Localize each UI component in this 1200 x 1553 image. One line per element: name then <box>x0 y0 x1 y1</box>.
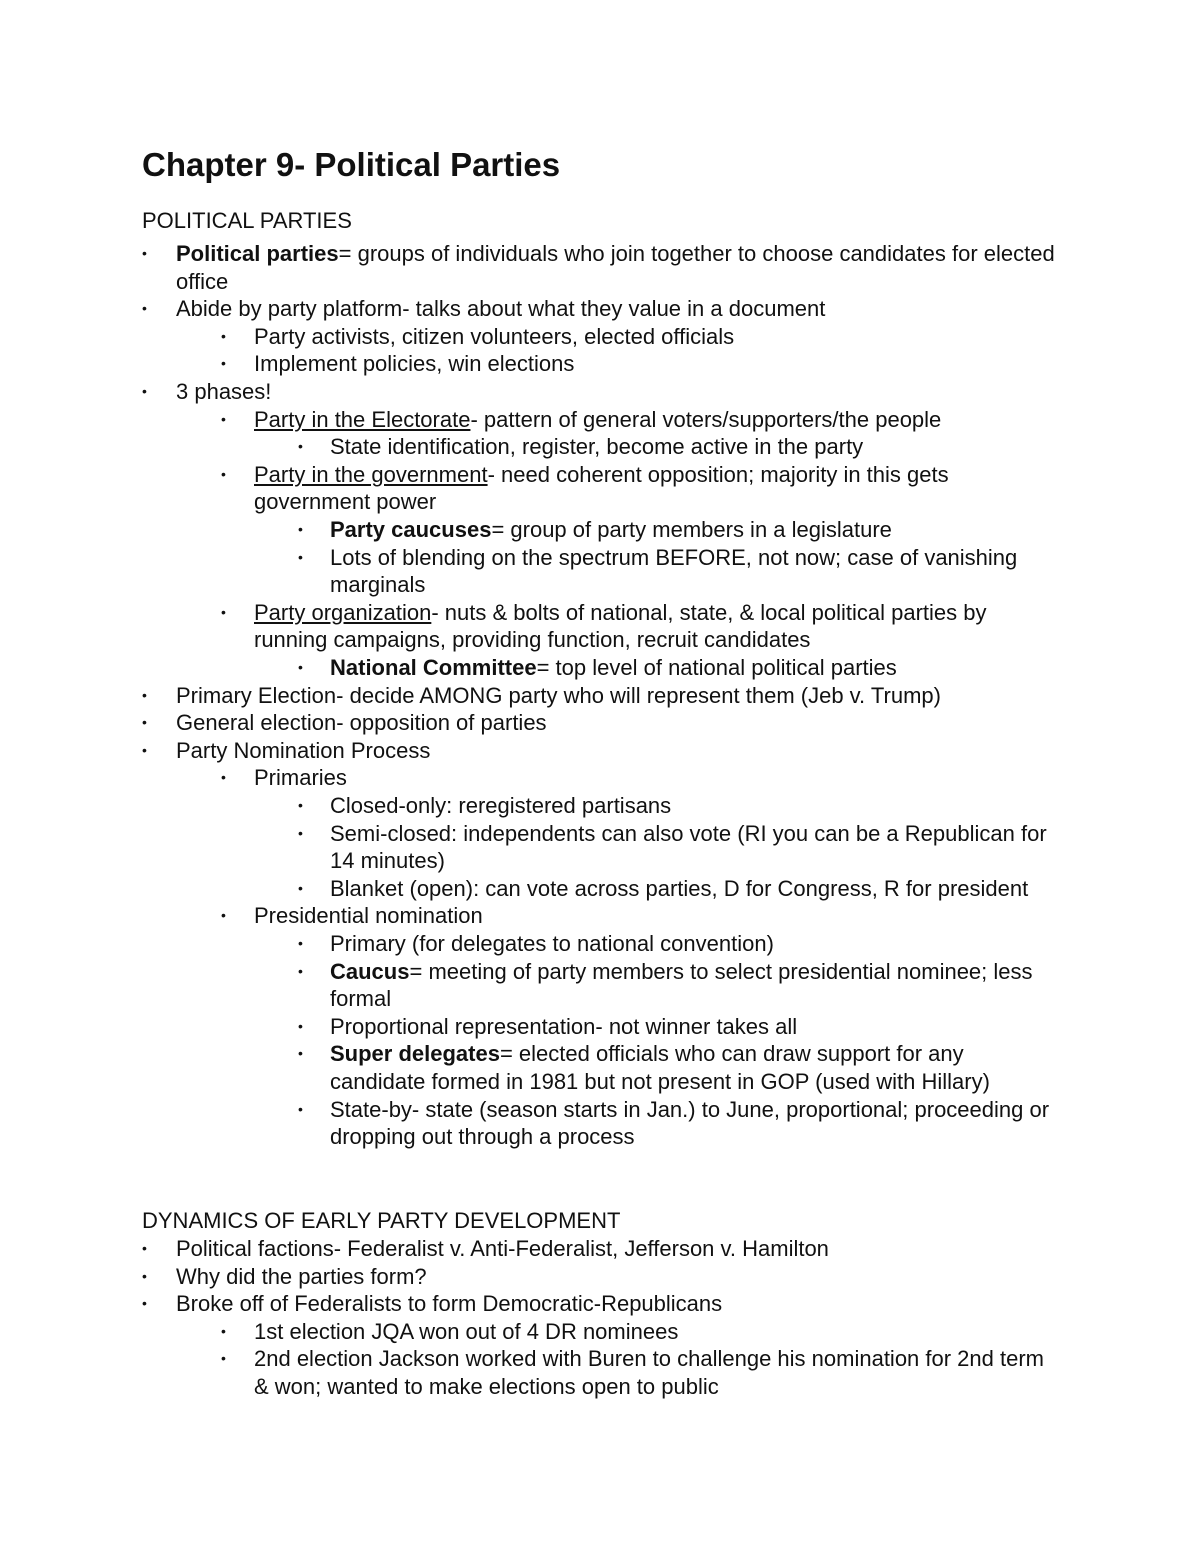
underlined-term: Party in the government <box>254 461 488 487</box>
bullet-icon: • <box>298 438 303 455</box>
list-item-text <box>254 902 1062 930</box>
list-item-text <box>254 599 1062 654</box>
list-item <box>142 682 1062 710</box>
bullet-icon: • <box>298 935 303 951</box>
list-item <box>298 1013 1062 1041</box>
list-item <box>221 1345 1062 1400</box>
text-run: Lots of blending on the spectrum BEFORE, not now; case of vanishing marginals <box>330 544 1018 598</box>
text-run: 3 phases! <box>176 379 272 404</box>
bullet-icon: • <box>142 1240 147 1256</box>
list-item <box>221 764 1062 792</box>
list-item-text <box>176 1290 1062 1318</box>
list-item-text <box>330 792 1062 820</box>
text-run: = top level of national political parties <box>536 655 897 680</box>
list-item <box>298 654 1062 682</box>
bullet-icon: • <box>221 1322 226 1339</box>
list-item-text <box>254 461 1062 516</box>
list-item-text <box>254 764 1062 792</box>
text-run: = elected officials who can draw support for any candidate formed in 1981 but not present in GOP (used with Hillary) <box>330 1041 990 1094</box>
list-item <box>221 350 1062 378</box>
text-run: Primary (for delegates to national convention) <box>330 931 774 956</box>
text-run: Blanket (open): can vote across parties, D for Congress, R for president <box>330 875 1029 901</box>
bullet-icon: • <box>142 383 147 399</box>
list-item <box>142 240 1062 295</box>
bullet-icon: • <box>142 1267 147 1284</box>
list-item <box>298 1040 1062 1095</box>
list-item <box>221 406 1062 434</box>
list-item-text <box>176 1263 1062 1291</box>
text-run: = group of party members in a legislature <box>491 517 892 542</box>
list-item-text <box>176 737 1062 765</box>
bullet-icon: • <box>221 769 226 786</box>
text-run: 2nd election Jackson worked with Buren to challenge his nomination for 2nd term & won; wanted to make elections open to public <box>254 1346 1045 1399</box>
bullet-icon: • <box>298 879 303 896</box>
list-item <box>142 737 1062 765</box>
text-run: Closed-only: reregistered partisans <box>330 793 672 818</box>
list-item <box>298 930 1062 958</box>
bullet-icon: • <box>298 797 303 813</box>
list-item <box>298 875 1062 903</box>
text-run: 1st election JQA won out of 4 DR nominees <box>254 1318 679 1344</box>
list-item-text <box>330 820 1062 875</box>
list-item-text <box>330 958 1062 1013</box>
text-run: Primary Election- decide AMONG party who will represent them (Jeb v. Trump) <box>176 682 941 708</box>
bullet-icon: • <box>142 300 147 317</box>
list-item <box>221 461 1062 516</box>
text-run: Semi-closed: independents can also vote (RI you can be a Republican for 14 minutes) <box>330 820 1047 874</box>
bullet-icon: • <box>142 714 147 731</box>
list-item <box>298 516 1062 544</box>
underlined-term: Party organization <box>254 599 432 625</box>
bullet-icon: • <box>298 1045 303 1062</box>
list-item <box>298 792 1062 820</box>
list-item <box>298 1096 1062 1151</box>
list-item-text <box>254 1345 1062 1400</box>
text-run: Primaries <box>254 765 347 791</box>
bold-term: Party caucuses <box>330 517 492 542</box>
bullet-icon: • <box>142 741 147 758</box>
page-title: Chapter 9- Political Parties <box>142 146 561 183</box>
list-item <box>221 1318 1062 1346</box>
bold-term: Super delegates <box>330 1041 500 1067</box>
text-run: Presidential nomination <box>254 903 483 929</box>
list-item <box>298 433 1062 461</box>
list-item <box>221 599 1062 654</box>
list-item <box>221 323 1062 351</box>
bullet-icon: • <box>221 1350 226 1367</box>
bullet-icon: • <box>142 686 147 703</box>
text-run: = groups of individuals who join together to choose candidates for elected office <box>176 241 1055 294</box>
list-item-text <box>254 1318 1062 1346</box>
list-item <box>221 902 1062 930</box>
bullet-icon: • <box>298 962 303 979</box>
bullet-icon: • <box>298 1100 303 1117</box>
list-item-text <box>330 930 1062 958</box>
bullet-icon: • <box>221 327 226 344</box>
list-item-text <box>330 433 1062 461</box>
bullet-icon: • <box>142 1295 147 1312</box>
text-run: - nuts & bolts of national, state, & local political parties by running campaigns, providing function, recruit candidates <box>254 599 987 653</box>
list-item-text <box>176 709 1062 737</box>
text-run: Abide by party platform- talks about what they value in a document <box>176 296 826 322</box>
section-heading-dynamics: DYNAMICS OF EARLY PARTY DEVELOPMENT <box>142 1208 621 1233</box>
text-run: Implement policies, win elections <box>254 351 575 377</box>
list-item-text <box>330 875 1062 903</box>
section-heading-political-parties: POLITICAL PARTIES <box>142 208 352 233</box>
bullet-icon: • <box>142 245 147 261</box>
text-run: General election- opposition of parties <box>176 710 547 736</box>
text-run: - need coherent opposition; majority in this gets government power <box>254 461 949 515</box>
list-item <box>142 709 1062 737</box>
list-item-text <box>330 654 1062 682</box>
underlined-term: Party in the Electorate <box>254 406 471 432</box>
list-item-text <box>176 1235 1062 1263</box>
text-run: - pattern of general voters/supporters/the people <box>470 406 942 432</box>
bullet-icon: • <box>298 824 303 841</box>
bullet-icon: • <box>221 410 226 427</box>
list-item <box>142 295 1062 323</box>
list-item <box>142 378 1062 406</box>
bullet-icon: • <box>298 659 303 675</box>
bullet-icon: • <box>221 603 226 620</box>
text-run: Political factions- Federalist v. Anti-Federalist, Jefferson v. Hamilton <box>176 1236 829 1261</box>
text-run: Why did the parties form? <box>176 1263 427 1289</box>
list-item <box>298 544 1062 599</box>
bullet-icon: • <box>221 907 226 924</box>
list-item-text <box>330 544 1062 599</box>
list-item <box>298 958 1062 1013</box>
list-item <box>142 1263 1062 1291</box>
list-item <box>142 1235 1062 1263</box>
list-item-text <box>176 378 1062 406</box>
bullet-icon: • <box>298 548 303 565</box>
text-run: Proportional representation- not winner takes all <box>330 1013 798 1039</box>
list-item-text <box>254 406 1062 434</box>
bold-term: National Committee <box>330 655 537 680</box>
bold-term: Political parties <box>176 241 339 266</box>
text-run: Broke off of Federalists to form Democratic-Republicans <box>176 1291 723 1317</box>
list-item-text <box>176 682 1062 710</box>
text-run: State identification, register, become active in the party <box>330 434 864 460</box>
list-item-text <box>330 1096 1062 1151</box>
list-item <box>298 820 1062 875</box>
list-item-text <box>330 1013 1062 1041</box>
list-item-text <box>254 350 1062 378</box>
list-item-text <box>330 516 1062 544</box>
bullet-icon: • <box>221 355 226 372</box>
list-item-text <box>330 1040 1062 1095</box>
list-item-text <box>254 323 1062 351</box>
text-run: State-by- state (season starts in Jan.) to June, proportional; proceeding or dropping out through a process <box>330 1096 1050 1150</box>
bullet-icon: • <box>298 1017 303 1034</box>
bullet-icon: • <box>298 521 303 537</box>
text-run: Party Nomination Process <box>176 737 431 763</box>
list-item-text <box>176 240 1062 295</box>
bold-term: Caucus <box>330 958 410 984</box>
bullet-icon: • <box>221 465 226 482</box>
text-run: Party activists, citizen volunteers, elected officials <box>254 323 735 349</box>
list-item-text <box>176 295 1062 323</box>
list-item <box>142 1290 1062 1318</box>
text-run: = meeting of party members to select presidential nominee; less formal <box>330 958 1033 1012</box>
